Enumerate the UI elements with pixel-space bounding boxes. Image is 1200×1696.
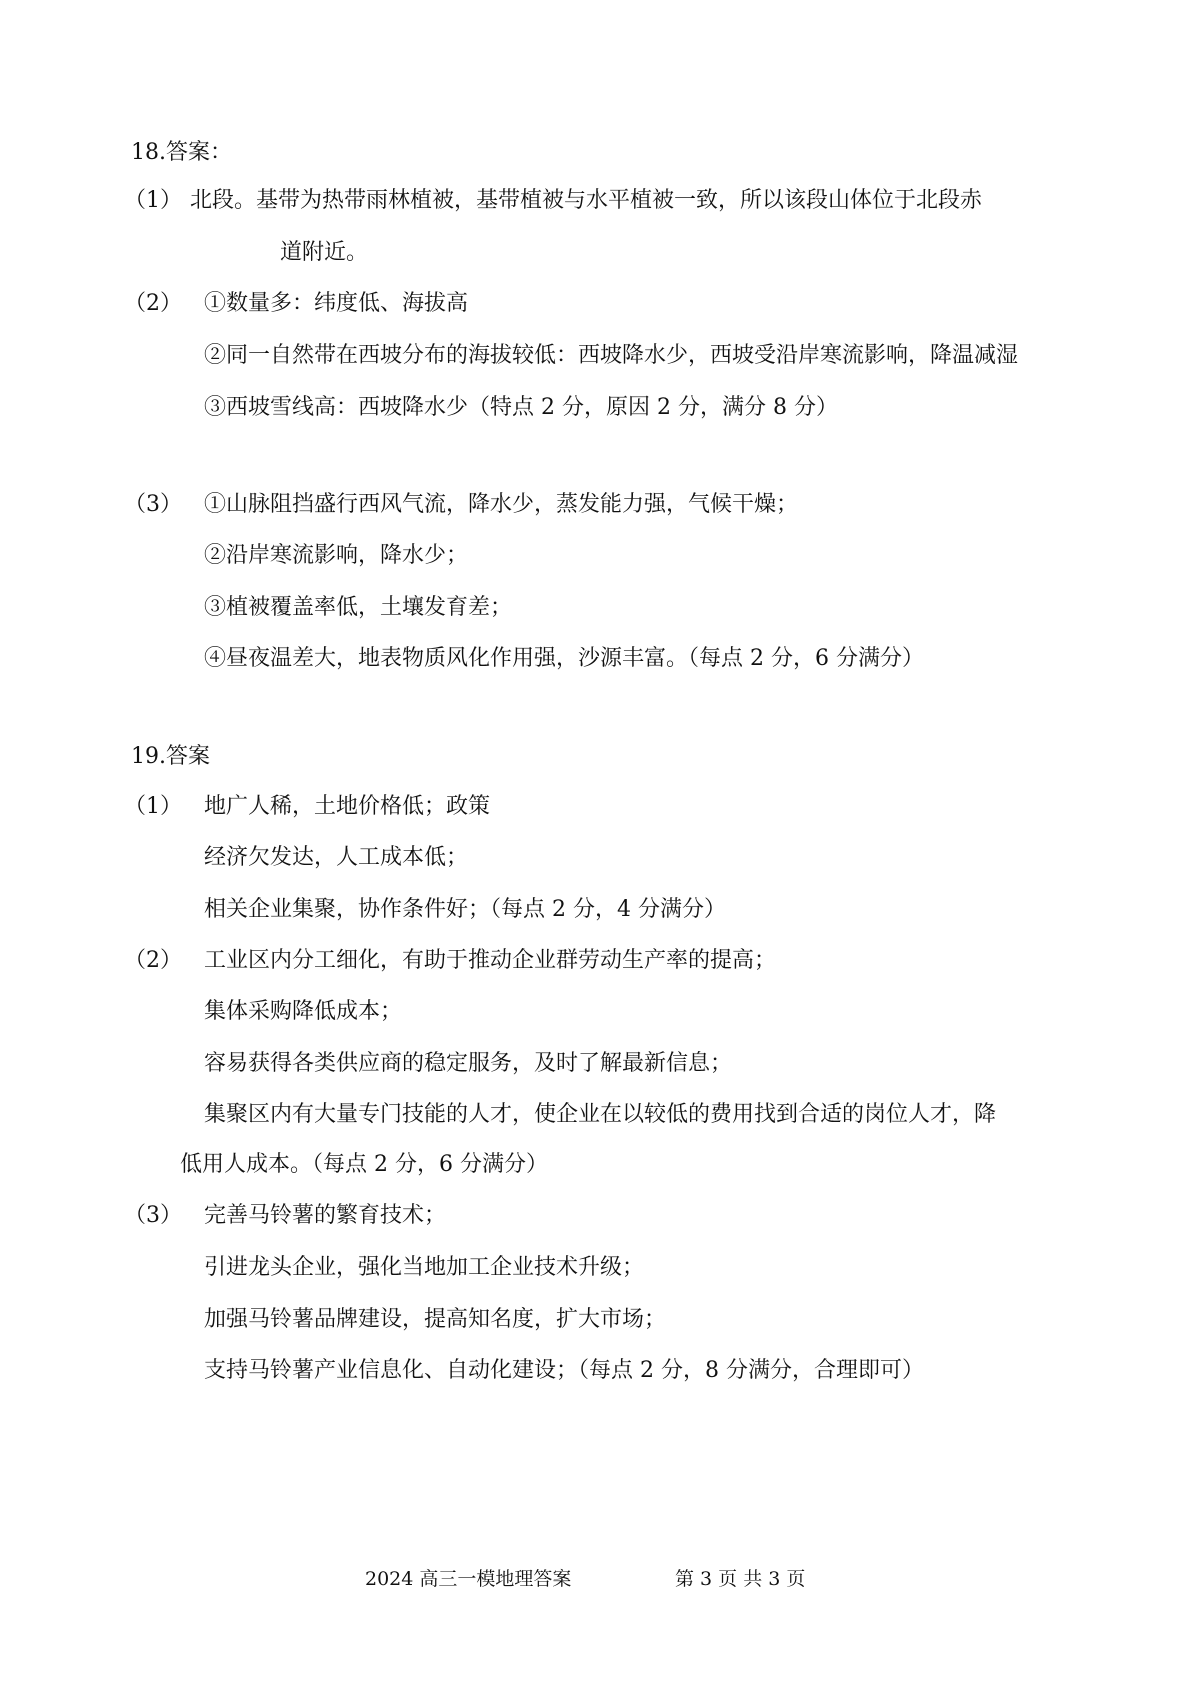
q19-p2-label: （2） (124, 948, 182, 973)
q19-p2-item2: 集体采购降低成本； (204, 999, 403, 1024)
q19-p1-item1: 地广人稀，土地价格低；政策 (204, 794, 491, 819)
q18-p1-line2: 道附近。 (280, 240, 369, 265)
q19-title: 19.答案 (131, 744, 210, 769)
q19-p3-item1: 完善马铃薯的繁育技术； (204, 1203, 447, 1228)
q19-p3-item2: 引进龙头企业，强化当地加工企业技术升级； (204, 1255, 645, 1280)
q18-p2-item3: ③西坡雪线高：西坡降水少（特点 2 分，原因 2 分，满分 8 分） (204, 395, 838, 420)
q18-p2-item2: ②同一自然带在西坡分布的海拔较低：西坡降水少，西坡受沿岸寒流影响，降温减湿 (204, 343, 1019, 368)
q18-p1-label: （1） (124, 188, 182, 213)
q18-p3-item3: ③植被覆盖率低，土壤发育差； (204, 595, 513, 620)
q19-p2-item4a: 集聚区内有大量专门技能的人才，使企业在以较低的费用找到合适的岗位人才，降 (204, 1102, 997, 1127)
footer-page-number: 第 3 页 共 3 页 (675, 1568, 806, 1590)
q18-p3-item2: ②沿岸寒流影响，降水少； (204, 543, 469, 568)
q19-p3-item3: 加强马铃薯品牌建设，提高知名度，扩大市场； (204, 1307, 667, 1332)
q18-p2-label: （2） (124, 291, 182, 316)
q18-p3-item4: ④昼夜温差大，地表物质风化作用强，沙源丰富。（每点 2 分，6 分满分） (204, 646, 924, 671)
q18-p3-item1: ①山脉阻挡盛行西风气流，降水少，蒸发能力强，气候干燥； (204, 492, 799, 517)
footer-title: 2024 高三一模地理答案 (365, 1568, 572, 1590)
q18-title: 18.答案： (131, 140, 232, 165)
q19-p2-item4b: 低用人成本。（每点 2 分，6 分满分） (180, 1152, 548, 1177)
q18-p2-item1: ①数量多：纬度低、海拔高 (204, 291, 469, 316)
q18-p1-line1: 北段。基带为热带雨林植被，基带植被与水平植被一致，所以该段山体位于北段赤 (190, 188, 983, 213)
q18-p3-label: （3） (124, 492, 182, 517)
q19-p2-item1: 工业区内分工细化，有助于推动企业群劳动生产率的提高； (204, 948, 777, 973)
q19-p3-item4: 支持马铃薯产业信息化、自动化建设；（每点 2 分，8 分满分，合理即可） (204, 1358, 924, 1383)
q19-p2-item3: 容易获得各类供应商的稳定服务，及时了解最新信息； (204, 1051, 733, 1076)
q19-p1-item3: 相关企业集聚，协作条件好；（每点 2 分，4 分满分） (204, 897, 726, 922)
q19-p1-label: （1） (124, 794, 182, 819)
q19-p1-item2: 经济欠发达，人工成本低； (204, 845, 469, 870)
q19-p3-label: （3） (124, 1203, 182, 1228)
